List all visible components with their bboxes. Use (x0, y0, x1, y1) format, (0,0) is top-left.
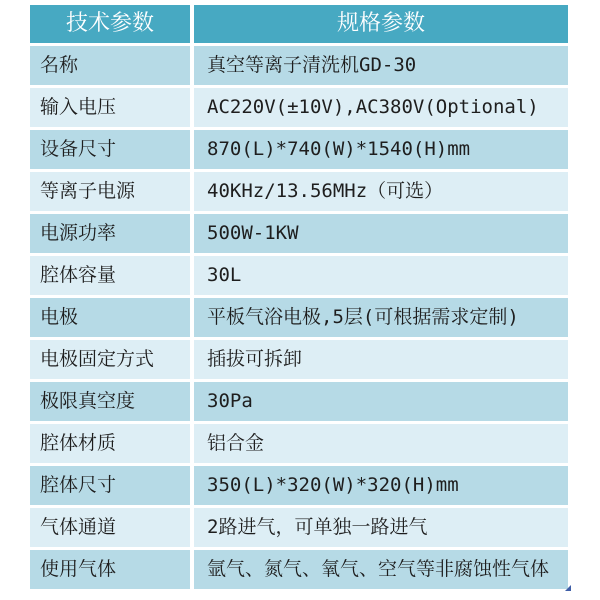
spec-row-label: 电极固定方式 (30, 340, 190, 379)
header-cell-spec-params: 规格参数 (194, 5, 568, 43)
spec-row-value: AC220V(±10V),AC380V(Optional) (194, 88, 568, 127)
spec-row-value: 500W-1KW (194, 214, 568, 253)
spec-row-label: 气体通道 (30, 508, 190, 547)
spec-row-label: 腔体尺寸 (30, 466, 190, 505)
spec-row-value: 真空等离子清洗机GD-30 (194, 46, 568, 85)
spec-row-value: 30Pa (194, 382, 568, 421)
spec-row-value: 2路进气，可单独一路进气 (194, 508, 568, 547)
spec-row-label: 腔体容量 (30, 256, 190, 295)
spec-row-value: 平板气浴电极,5层(可根据需求定制) (194, 298, 568, 337)
spec-row-label: 等离子电源 (30, 172, 190, 211)
spec-row-value: 30L (194, 256, 568, 295)
spec-table (30, 5, 568, 589)
spec-row-value: 40KHz/13.56MHz（可选） (194, 172, 568, 211)
spec-row-label: 使用气体 (30, 550, 190, 589)
spec-row-value: 插拔可拆卸 (194, 340, 568, 379)
header-cell-tech-params: 技术参数 (30, 5, 190, 43)
spec-row-label: 名称 (30, 46, 190, 85)
spec-row-value: 350(L)*320(W)*320(H)mm (194, 466, 568, 505)
spec-row-label: 电极 (30, 298, 190, 337)
spec-row-label: 腔体材质 (30, 424, 190, 463)
spec-row-label: 电源功率 (30, 214, 190, 253)
spec-row-label: 极限真空度 (30, 382, 190, 421)
spec-row-value: 870(L)*740(W)*1540(H)mm (194, 130, 568, 169)
spec-row-value: 氩气、氮气、氧气、空气等非腐蚀性气体 (194, 550, 568, 589)
spec-row-value: 铝合金 (194, 424, 568, 463)
spec-row-label: 输入电压 (30, 88, 190, 127)
spec-row-label: 设备尺寸 (30, 130, 190, 169)
